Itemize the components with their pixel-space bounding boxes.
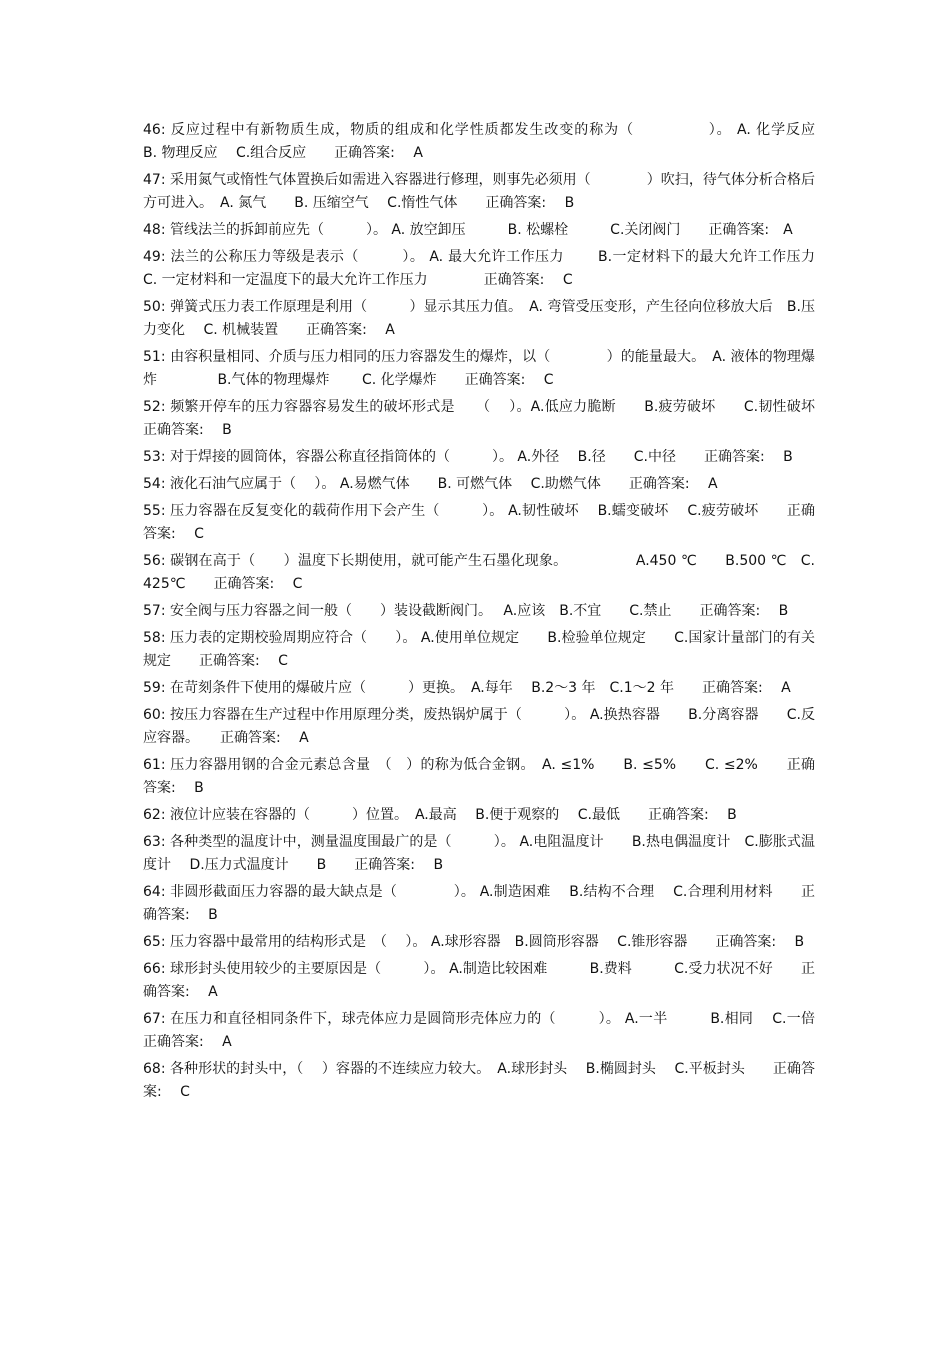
question-48: 48: 管线法兰的拆卸前应先（ ）。 A. 放空卸压 B. 松螺栓 C.关闭阀门 正确答案: A bbox=[143, 222, 793, 238]
question-46: 46: 反应过程中有新物质生成，物质的组成和化学性质都发生改变的称为（ ）。 A. 化学反应 B. 物理反应 C.组合反应 正确答案: A bbox=[143, 122, 848, 161]
question-68: 68: 各种形状的封头中，（ ）容器的不连续应力较大。 A.球形封头 B.椭圆封头 C.平板封头 正确答案: C bbox=[143, 1061, 815, 1100]
question-57: 57: 安全阀与压力容器之间一般（ ）装设截断阀门。 A.应该 B.不宜 C.禁止 正确答案: B bbox=[143, 603, 789, 619]
question-54: 54: 液化石油气应属于（ ）。 A.易燃气体 B. 可燃气体 C.助燃气体 正确答案: A bbox=[143, 476, 718, 492]
question-65: 65: 压力容器中最常用的结构形式是 （ ）。 A.球形容器 B.圆筒形容器 C.锥形容器 正确答案: B bbox=[143, 934, 805, 950]
question-50: 50: 弹簧式压力表工作原理是利用（ ）显示其压力值。 A. 弯管受压变形，产生径向位移放大后 B.压力变化 C. 机械装置 正确答案: A bbox=[143, 299, 815, 338]
question-47: 47: 采用氮气或惰性气体置换后如需进入容器进行修理，则事先必须用（ ）吹扫，待气体分析合格后方可进入。 A. 氮气 B. 压缩空气 C.惰性气体 正确答案: B bbox=[143, 172, 815, 211]
question-49: 49: 法兰的公称压力等级是表示（ ）。 A. 最大允许工作压力 B.一定材料下的最大允许工作压力 C. 一定材料和一定温度下的最大允许工作压力 正确答案: C bbox=[143, 249, 829, 288]
question-53: 53: 对于焊接的圆筒体，容器公称直径指筒体的（ ）。 A.外径 B.径 C.中径 正确答案: B bbox=[143, 449, 793, 465]
question-62: 62: 液位计应装在容器的（ ）位置。 A.最高 B.便于观察的 C.最低 正确答案: B bbox=[143, 807, 737, 823]
question-51: 51: 由容积量相同、介质与压力相同的压力容器发生的爆炸，以（ ）的能量最大。 A. 液体的物理爆炸 B.气体的物理爆炸 C. 化学爆炸 正确答案: C bbox=[143, 349, 815, 388]
question-list bbox=[143, 119, 848, 1108]
question-66: 66: 球形封头使用较少的主要原因是（ ）。 A.制造比较困难 B.费料 C.受力状况不好 正确答案: A bbox=[143, 961, 815, 1000]
question-63: 63: 各种类型的温度计中，测量温度围最广的是（ ）。 A.电阻温度计 B.热电偶温度计 C.膨胀式温度计 D.压力式温度计 B 正确答案: B bbox=[143, 834, 815, 873]
question-52: 52: 频繁开停车的压力容器容易发生的破坏形式是 （ ）。A.低应力脆断 B.疲劳破坏 C.韧性破坏 正确答案: B bbox=[143, 399, 843, 438]
question-60: 60: 按压力容器在生产过程中作用原理分类，废热锅炉属于（ ）。 A.换热容器 B.分离容器 C.反应容器。 正确答案: A bbox=[143, 707, 815, 746]
question-67: 67: 在压力和直径相同条件下，球壳体应力是圆筒形壳体应力的（ ）。 A.一半 B.相同 C.一倍 正确答案: A bbox=[143, 1011, 843, 1050]
question-61: 61: 压力容器用钢的合金元素总含量 （ ）的称为低合金钢。 A. ≤1% B. ≤5% C. ≤2% 正确答案: B bbox=[143, 757, 815, 796]
question-64: 64: 非圆形截面压力容器的最大缺点是（ ）。 A.制造困难 B.结构不合理 C.合理利用材料 正确答案: B bbox=[143, 884, 815, 923]
question-56: 56: 碳钢在高于（ ）温度下长期使用，就可能产生石墨化现象。 A.450 ℃ B.500 ℃ C.425℃ 正确答案: C bbox=[143, 553, 815, 592]
question-55: 55: 压力容器在反复变化的载荷作用下会产生（ ）。 A.韧性破坏 B.蠕变破坏 C.疲劳破坏 正确答案: C bbox=[143, 503, 815, 542]
question-58: 58: 压力表的定期校验周期应符合（ ）。 A.使用单位规定 B.检验单位规定 C.国家计量部门的有关规定 正确答案: C bbox=[143, 630, 815, 669]
question-59: 59: 在苛刻条件下使用的爆破片应（ ）更换。 A.每年 B.2～3 年 C.1～2 年 正确答案: A bbox=[143, 680, 791, 696]
